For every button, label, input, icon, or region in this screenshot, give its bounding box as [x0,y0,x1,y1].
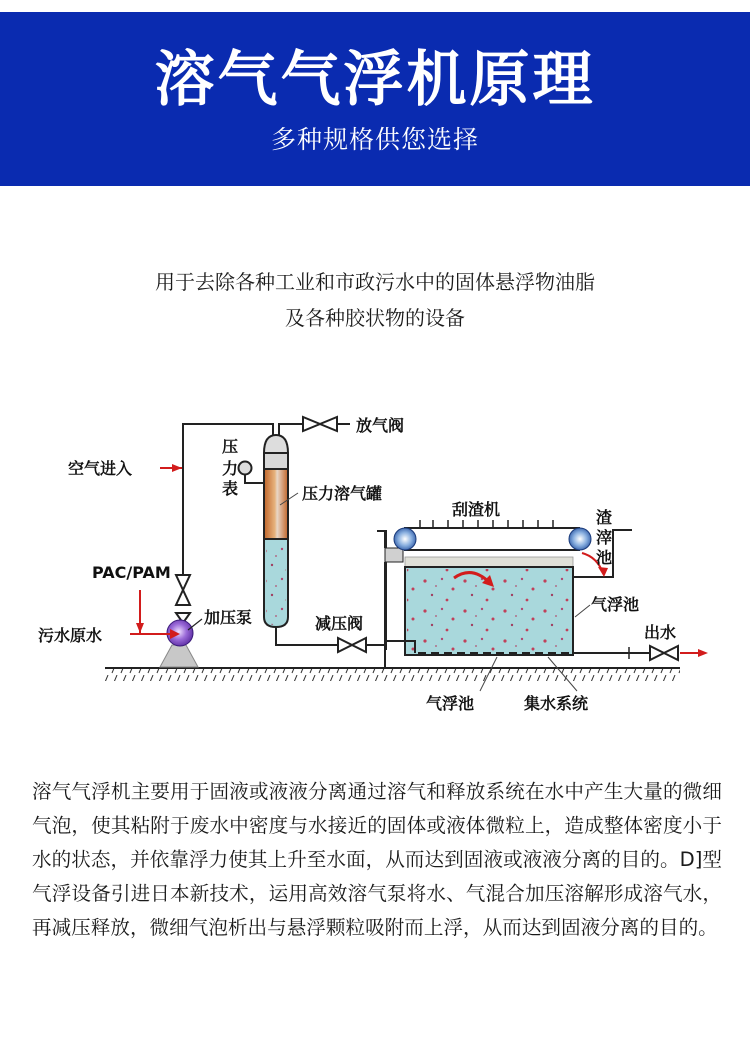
inlet-valve-icon [176,575,190,623]
skimmer-icon [394,520,591,550]
flotation-tank-icon [377,531,573,668]
booster-pump-label: 加压泵 [204,608,253,627]
sludge-tank-label: 滓 [596,528,613,547]
air-inlet-arrow [160,464,182,472]
page-subtitle: 多种规格供您选择 [270,125,479,154]
intro-text [0,264,750,336]
sludge-tank-label: 渣 [596,508,613,527]
sludge-tank-label: 池 [596,548,613,567]
pressure-reducing-valve-label: 减压阀 [315,614,364,633]
raw-sewage-arrow [130,629,180,639]
page-title: 溶气气浮机原理 [154,45,596,115]
header-banner [0,12,750,186]
description-paragraph: 溶气气浮机主要用于固液或液液分离通过溶气和释放系统在水中产生大量的微细气泡，使其粘附于废水中密度与水接近的固体或液体微粒上，造成整体密度小于水的状态，并依靠浮力使其上升至水面，从而达到固液或液液分离的目的。D]型气浮设备引进日本新技术，运用高效溶气泵将水、气混合加压溶解形成溶气水，再减压释放，微细气泡析出与悬浮颗粒吸附而上浮，从而达到固液分离的目的。 [32,780,722,939]
dissolved-air-tank-icon [264,435,288,627]
outlet-pipe [573,646,708,660]
flotation-tank-label-bottom: 气浮池 [426,694,475,713]
raw-sewage-label: 污水原水 [38,626,103,645]
intro-line-1: 用于去除各种工业和市政污水中的固体悬浮物油脂 [155,270,595,294]
flotation-process-diagram [20,395,740,725]
pressure-gauge-label: 力 [222,459,239,478]
water-collection-label: 集水系统 [524,694,589,713]
ground-line [105,668,680,681]
skimmer-label: 刮渣机 [452,500,501,519]
air-inlet-label: 空气进入 [68,459,133,478]
pressure-reducing-valve-icon [338,638,366,652]
pressure-gauge-label: 表 [222,479,239,498]
vent-valve-icon [303,417,337,431]
chemical-dosing-label: PAC/PAM [92,563,171,582]
pressure-gauge-label: 压 [222,437,239,456]
flotation-tank-label-right: 气浮池 [591,595,640,614]
chemical-dosing-arrow [136,590,144,633]
intro-line-2: 及各种胶状物的设备 [285,306,465,330]
vent-valve-label: 放气阀 [356,416,405,435]
water-outlet-label: 出水 [644,623,677,642]
dissolved-air-tank-label: 压力溶气罐 [302,484,383,503]
pressure-gauge-icon [239,462,265,484]
